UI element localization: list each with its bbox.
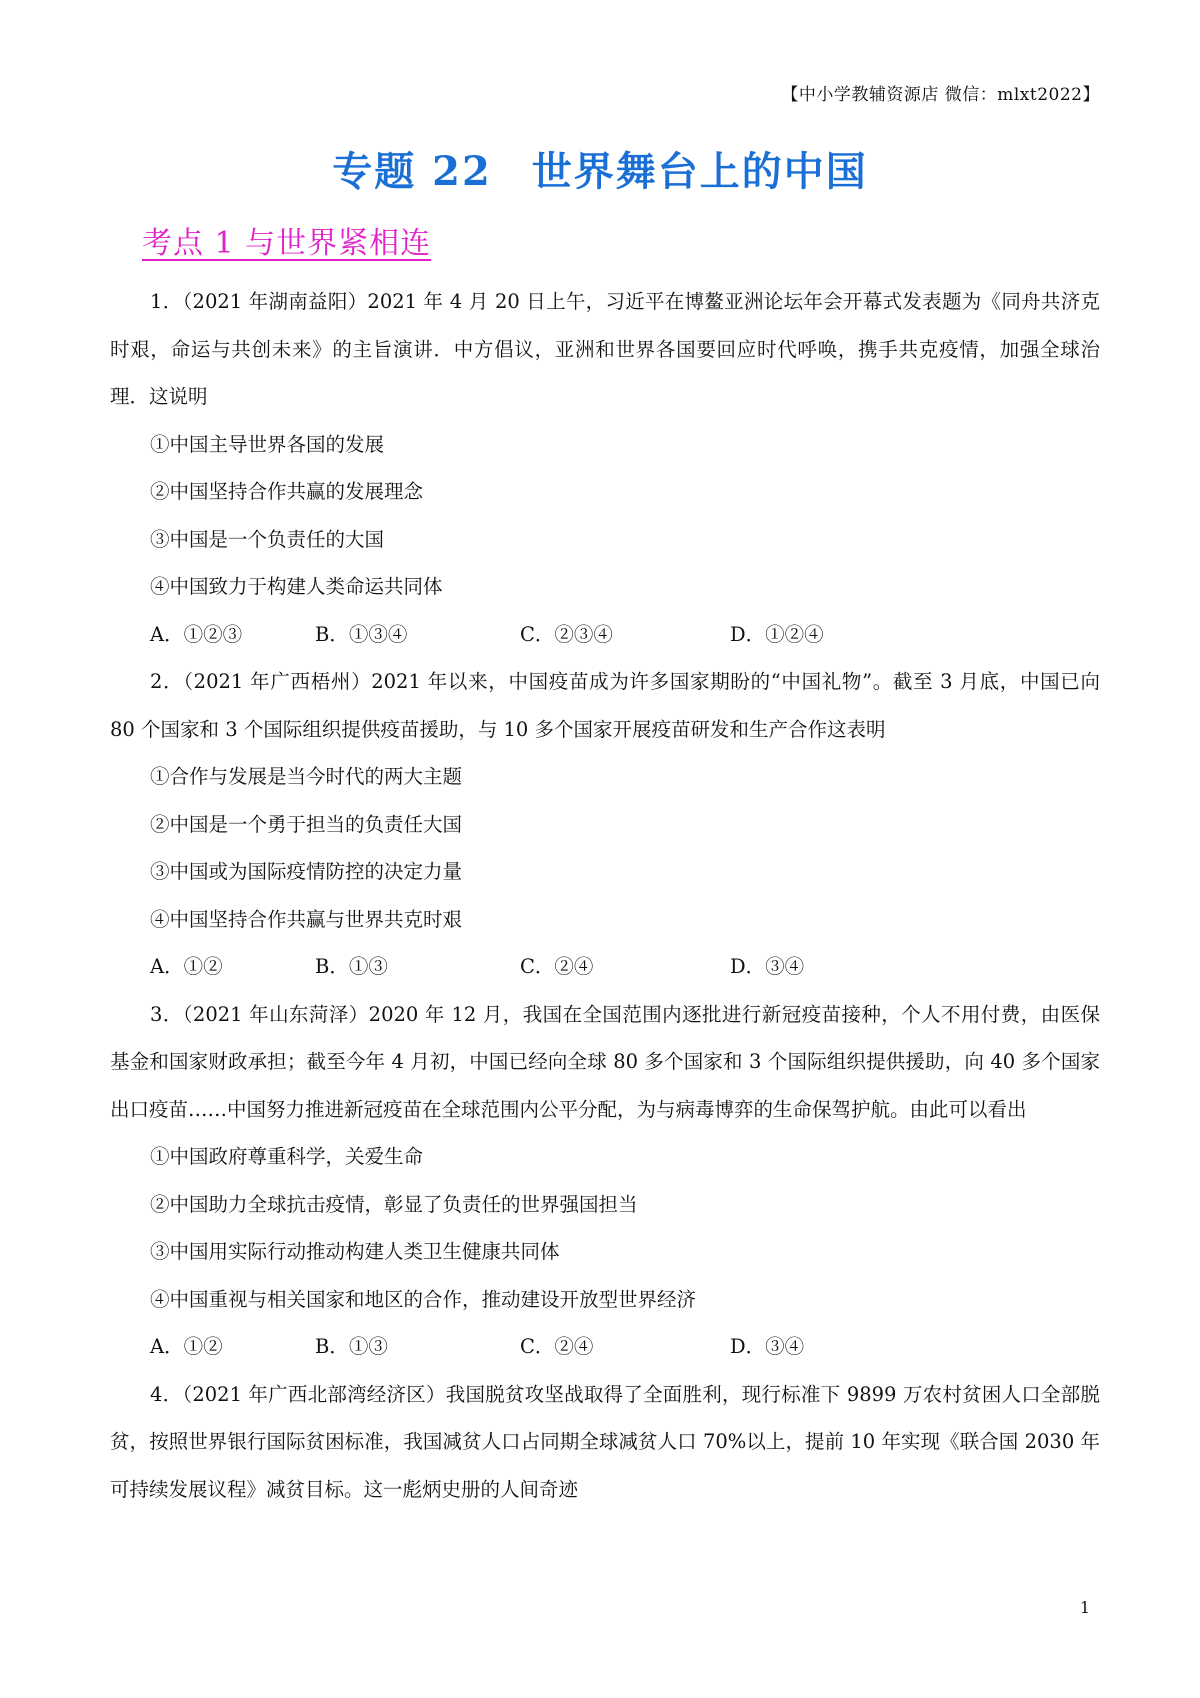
question-2 — [110, 658, 1100, 991]
choice-b: B．①③ — [315, 955, 388, 978]
statement-option: ②中国坚持合作共赢的发展理念 — [150, 480, 424, 503]
choice-d: D．③④ — [730, 955, 805, 978]
statement-option: ③中国或为国际疫情防控的决定力量 — [150, 860, 463, 883]
question-stem: 3．（2021 年山东菏泽）2020 年 12 月，我国在全国范围内逐批进行新冠疫苗接种，个人不用付费，由医保基金和国家财政承担；截至今年 4 月初，中国已经向全球 80 多个国家和 3 个国际组织提供援助，向 40 多个国家出口疫苗……中国努力推进新冠疫苗在全球范围内公平分配，为与病毒博弈的生命保驾护航。由此可以看出 — [110, 1002, 1100, 1121]
question-1 — [110, 278, 1100, 658]
question-3 — [110, 991, 1100, 1371]
statement-option: ④中国重视与相关国家和地区的合作，推动建设开放型世界经济 — [150, 1287, 697, 1311]
choice-a: A．①② — [150, 955, 223, 978]
statement-option: ③中国是一个负责任的大国 — [150, 527, 385, 551]
statement-option: ①中国政府尊重科学，关爱生命 — [150, 1145, 424, 1168]
choice-b: B．①③④ — [315, 622, 408, 646]
page-number: 1 — [1079, 1598, 1090, 1617]
choice-d: D．①②④ — [730, 622, 824, 646]
statement-option: ①合作与发展是当今时代的两大主题 — [150, 765, 463, 788]
section-heading: 考点 1 与世界紧相连 — [142, 226, 432, 261]
choice-a: A．①② — [150, 1335, 223, 1358]
choice-c: C．②④ — [520, 955, 594, 978]
statement-option: ④中国致力于构建人类命运共同体 — [150, 575, 443, 598]
question-list — [110, 278, 1100, 1513]
choice-c: C．②③④ — [520, 622, 613, 646]
choice-b: B．①③ — [315, 1335, 388, 1358]
question-stem: 1．（2021 年湖南益阳）2021 年 4 月 20 日上午，习近平在博鳌亚洲论坛年会开幕式发表题为《同舟共济克时艰，命运与共创未来》的主旨演讲．中方倡议，亚洲和世界各国要回应时代呼唤，携手共克疫情，加强全球治理．这说明 — [110, 290, 1100, 408]
question-4 — [110, 1371, 1100, 1514]
statement-option: ①中国主导世界各国的发展 — [150, 432, 385, 456]
choice-c: C．②④ — [520, 1335, 594, 1358]
statement-option: ③中国用实际行动推动构建人类卫生健康共同体 — [150, 1240, 560, 1263]
statement-option: ②中国是一个勇于担当的负责任大国 — [150, 812, 463, 836]
document-title — [0, 140, 1200, 197]
choice-a: A．①②③ — [150, 622, 243, 646]
answer-choices — [110, 1323, 1100, 1371]
question-stem: 2．（2021 年广西梧州）2021 年以来，中国疫苗成为许多国家期盼的“中国礼物”。截至 3 月底，中国已向 80 个国家和 3 个国际组织提供疫苗援助，与 10 多个国家开展疫苗研发和生产合作这表明 — [110, 670, 1100, 741]
answer-choices — [110, 943, 1100, 991]
title-main: 世界舞台上的中国 — [531, 148, 868, 195]
statement-option: ②中国助力全球抗击疫情，彰显了负责任的世界强国担当 — [150, 1192, 638, 1216]
statement-option: ④中国坚持合作共赢与世界共克时艰 — [150, 907, 463, 931]
title-prefix: 专题 22 — [332, 148, 492, 195]
answer-choices — [110, 611, 1100, 659]
question-stem: 4．（2021 年广西北部湾经济区）我国脱贫攻坚战取得了全面胜利，现行标准下 9899 万农村贫困人口全部脱贫，按照世界银行国际贫困标准，我国减贫人口占同期全球减贫人口 70%以上，提前 10 年实现《联合国 2030 年可持续发展议程》减贫目标。这一彪炳史册的人间奇迹 — [110, 1382, 1100, 1501]
choice-d: D．③④ — [730, 1335, 805, 1358]
header-note: 【中小学教辅资源店 微信：mlxt2022】 — [781, 85, 1100, 105]
